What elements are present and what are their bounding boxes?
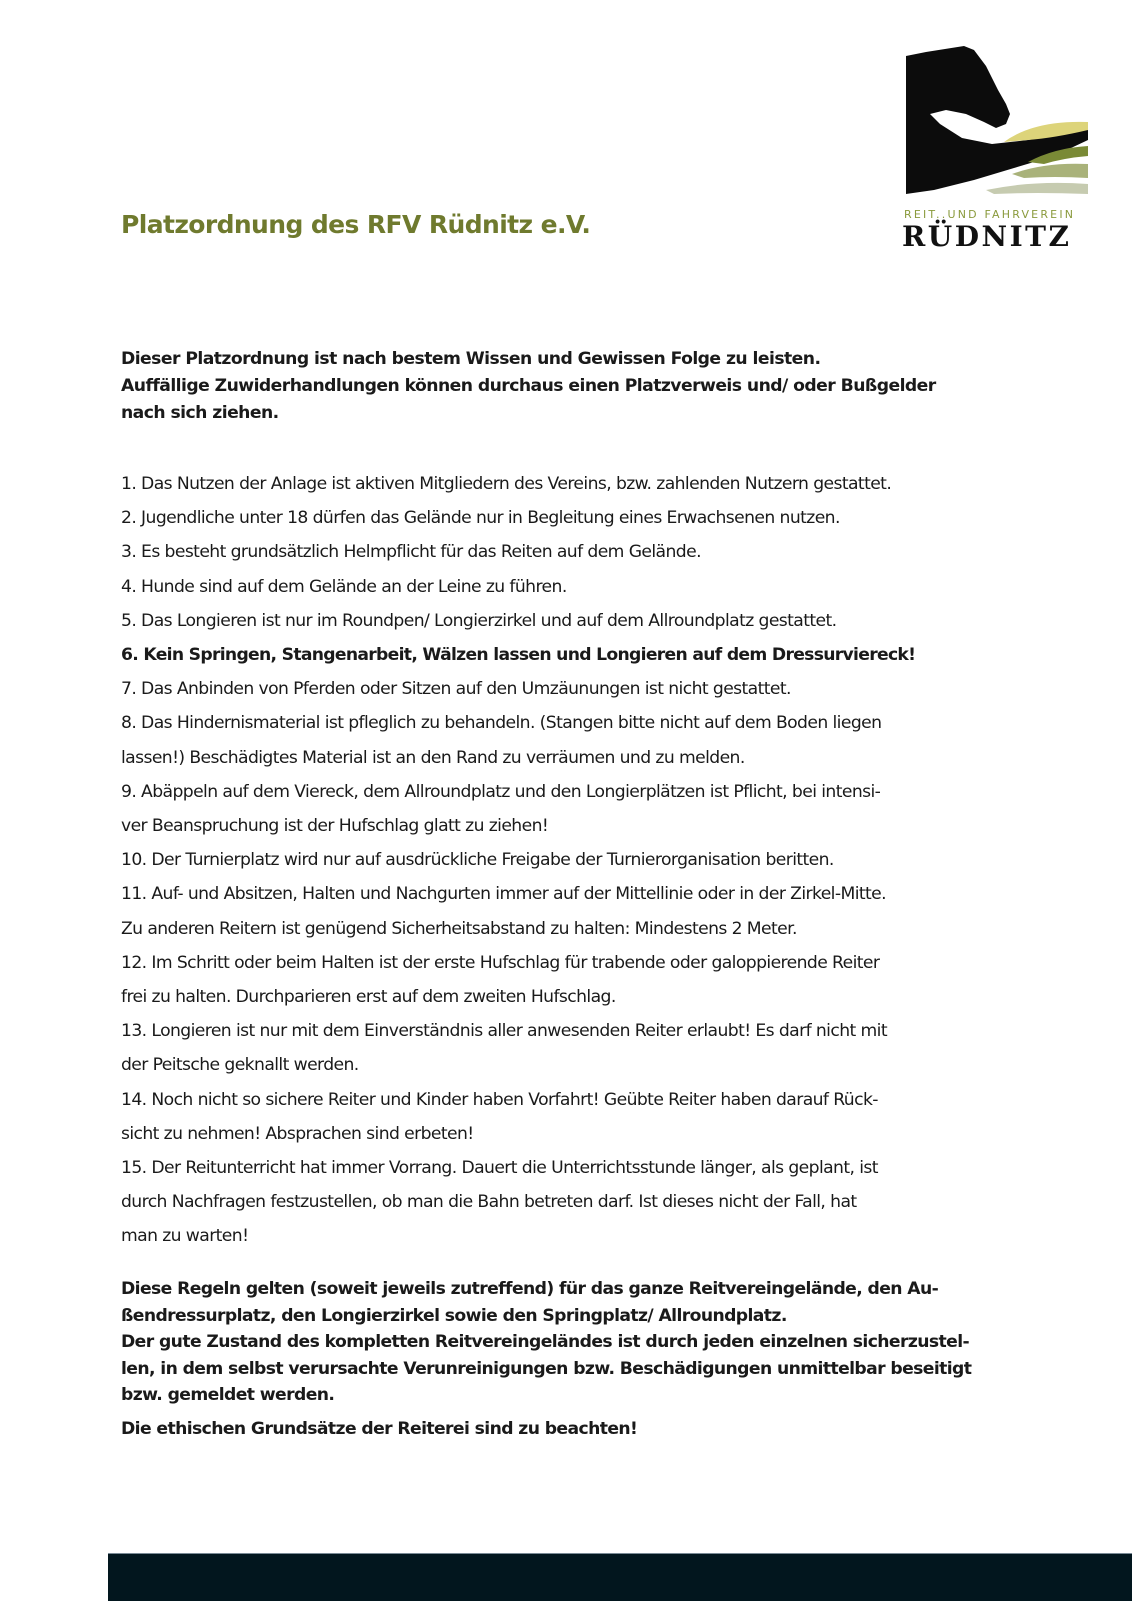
closing-line: Der gute Zustand des kompletten Reitvereingeländes ist durch jeden einzelnen sicherzustel-: [121, 1332, 970, 1352]
rule-text: frei zu halten. Durchparieren erst auf dem zweiten Hufschlag.: [121, 987, 616, 1008]
closing-section: [121, 1276, 1001, 1442]
intro-line: Dieser Platzordnung ist nach bestem Wissen und Gewissen Folge zu leisten.: [121, 349, 821, 369]
intro-line: Auffällige Zuwiderhandlungen können durchaus einen Platzverweis und/ oder Bußgelder: [121, 376, 936, 396]
rule-text: 6. Kein Springen, Stangenarbeit, Wälzen lassen und Longieren auf dem Dressurviereck!: [121, 645, 916, 666]
rule-text: 4. Hunde sind auf dem Gelände an der Leine zu führen.: [121, 576, 567, 597]
closing-paragraph-condition: [121, 1329, 1001, 1409]
rule-text: 5. Das Longieren ist nur im Roundpen/ Longierzirkel und auf dem Allroundplatz gestattet.: [121, 610, 837, 631]
rule-item: [121, 1083, 1001, 1151]
rule-item: [121, 775, 1001, 843]
rule-text: durch Nachfragen festzustellen, ob man die Bahn betreten darf. Ist dieses nicht der Fall, hat: [121, 1192, 857, 1213]
rules-list: [121, 467, 1001, 1254]
rule-item: [121, 706, 1001, 774]
rule-item: [121, 501, 1001, 535]
closing-paragraph-ethics: Die ethischen Grundsätze der Reiterei sind zu beachten!: [121, 1418, 638, 1439]
rule-text: 8. Das Hindernismaterial ist pfleglich zu behandeln. (Stangen bitte nicht auf dem Boden liegen: [121, 713, 882, 734]
rule-item: [121, 1151, 1001, 1254]
rule-item: [121, 467, 1001, 501]
closing-line: len, in dem selbst verursachte Verunreinigungen bzw. Beschädigungen unmittelbar beseitigt: [121, 1358, 972, 1379]
rule-item: [121, 535, 1001, 569]
horse-head-logo-icon: [904, 44, 1088, 204]
rule-text: sicht zu nehmen! Absprachen sind erbeten!: [121, 1123, 474, 1144]
rule-text: 12. Im Schritt oder beim Halten ist der erste Hufschlag für trabende oder galoppierende Reiter: [121, 952, 880, 973]
rule-text: 15. Der Reitunterricht hat immer Vorrang. Dauert die Unterrichtsstunde länger, als geplant, ist: [121, 1158, 878, 1179]
rule-text: 3. Es besteht grundsätzlich Helmpflicht für das Reiten auf dem Gelände.: [121, 542, 701, 563]
rule-text: 14. Noch nicht so sichere Reiter und Kinder haben Vorfahrt! Geübte Reiter haben darauf Rück-: [121, 1089, 878, 1110]
rule-text: man zu warten!: [121, 1226, 249, 1247]
closing-line: bzw. gemeldet werden.: [121, 1385, 335, 1405]
rule-item: [121, 604, 1001, 638]
rule-text: 13. Longieren ist nur mit dem Einverständnis aller anwesenden Reiter erlaubt! Es darf nicht mit: [121, 1021, 887, 1042]
rule-text: 7. Das Anbinden von Pferden oder Sitzen auf den Umzäunungen ist nicht gestattet.: [121, 679, 791, 700]
rule-text: 9. Abäppeln auf dem Viereck, dem Allroundplatz und den Longierplätzen ist Pflicht, bei intensi-: [121, 781, 881, 802]
footer-bar: [108, 1553, 1132, 1601]
logo-name: RÜDNITZ: [902, 220, 1072, 253]
rule-item: [121, 843, 1001, 877]
logo-subtitle: REIT..UND FAHRVEREIN: [904, 208, 1076, 221]
rule-item-emphasized: [121, 638, 1001, 672]
closing-paragraph-scope: [121, 1276, 1001, 1329]
intro-paragraph: [121, 346, 1001, 427]
rule-text: 11. Auf- und Absitzen, Halten und Nachgurten immer auf der Mittellinie oder in der Zirkel-Mitte.: [121, 884, 886, 905]
rule-text: 10. Der Turnierplatz wird nur auf ausdrückliche Freigabe der Turnierorganisation beritten.: [121, 850, 834, 871]
rule-item: [121, 877, 1001, 945]
rule-text: 2. Jugendliche unter 18 dürfen das Gelände nur in Begleitung eines Erwachsenen nutzen.: [121, 508, 840, 529]
intro-line: nach sich ziehen.: [121, 403, 279, 423]
rule-text: ver Beanspruchung ist der Hufschlag glatt zu ziehen!: [121, 816, 549, 837]
rule-item: [121, 672, 1001, 706]
rule-item: [121, 946, 1001, 1014]
rule-item: [121, 1014, 1001, 1082]
closing-line: Diese Regeln gelten (soweit jeweils zutreffend) für das ganze Reitvereingelände, den Au-: [121, 1279, 939, 1299]
logo-hill-pale: [986, 183, 1088, 194]
rule-text: 1. Das Nutzen der Anlage ist aktiven Mitgliedern des Vereins, bzw. zahlenden Nutzern gestattet.: [121, 474, 892, 494]
rule-item: [121, 570, 1001, 604]
rule-text: lassen!) Beschädigtes Material ist an den Rand zu verräumen und zu melden.: [121, 747, 745, 768]
rule-text: Zu anderen Reitern ist genügend Sicherheitsabstand zu halten: Mindestens 2 Meter.: [121, 918, 797, 939]
closing-line: ßendressurplatz, den Longierzirkel sowie den Springplatz/ Allroundplatz.: [121, 1305, 787, 1326]
logo-hill-sage: [1012, 164, 1088, 178]
page-title: Platzordnung des RFV Rüdnitz e.V.: [121, 210, 591, 239]
club-logo: [904, 44, 1088, 254]
rule-text: der Peitsche geknallt werden.: [121, 1055, 359, 1076]
